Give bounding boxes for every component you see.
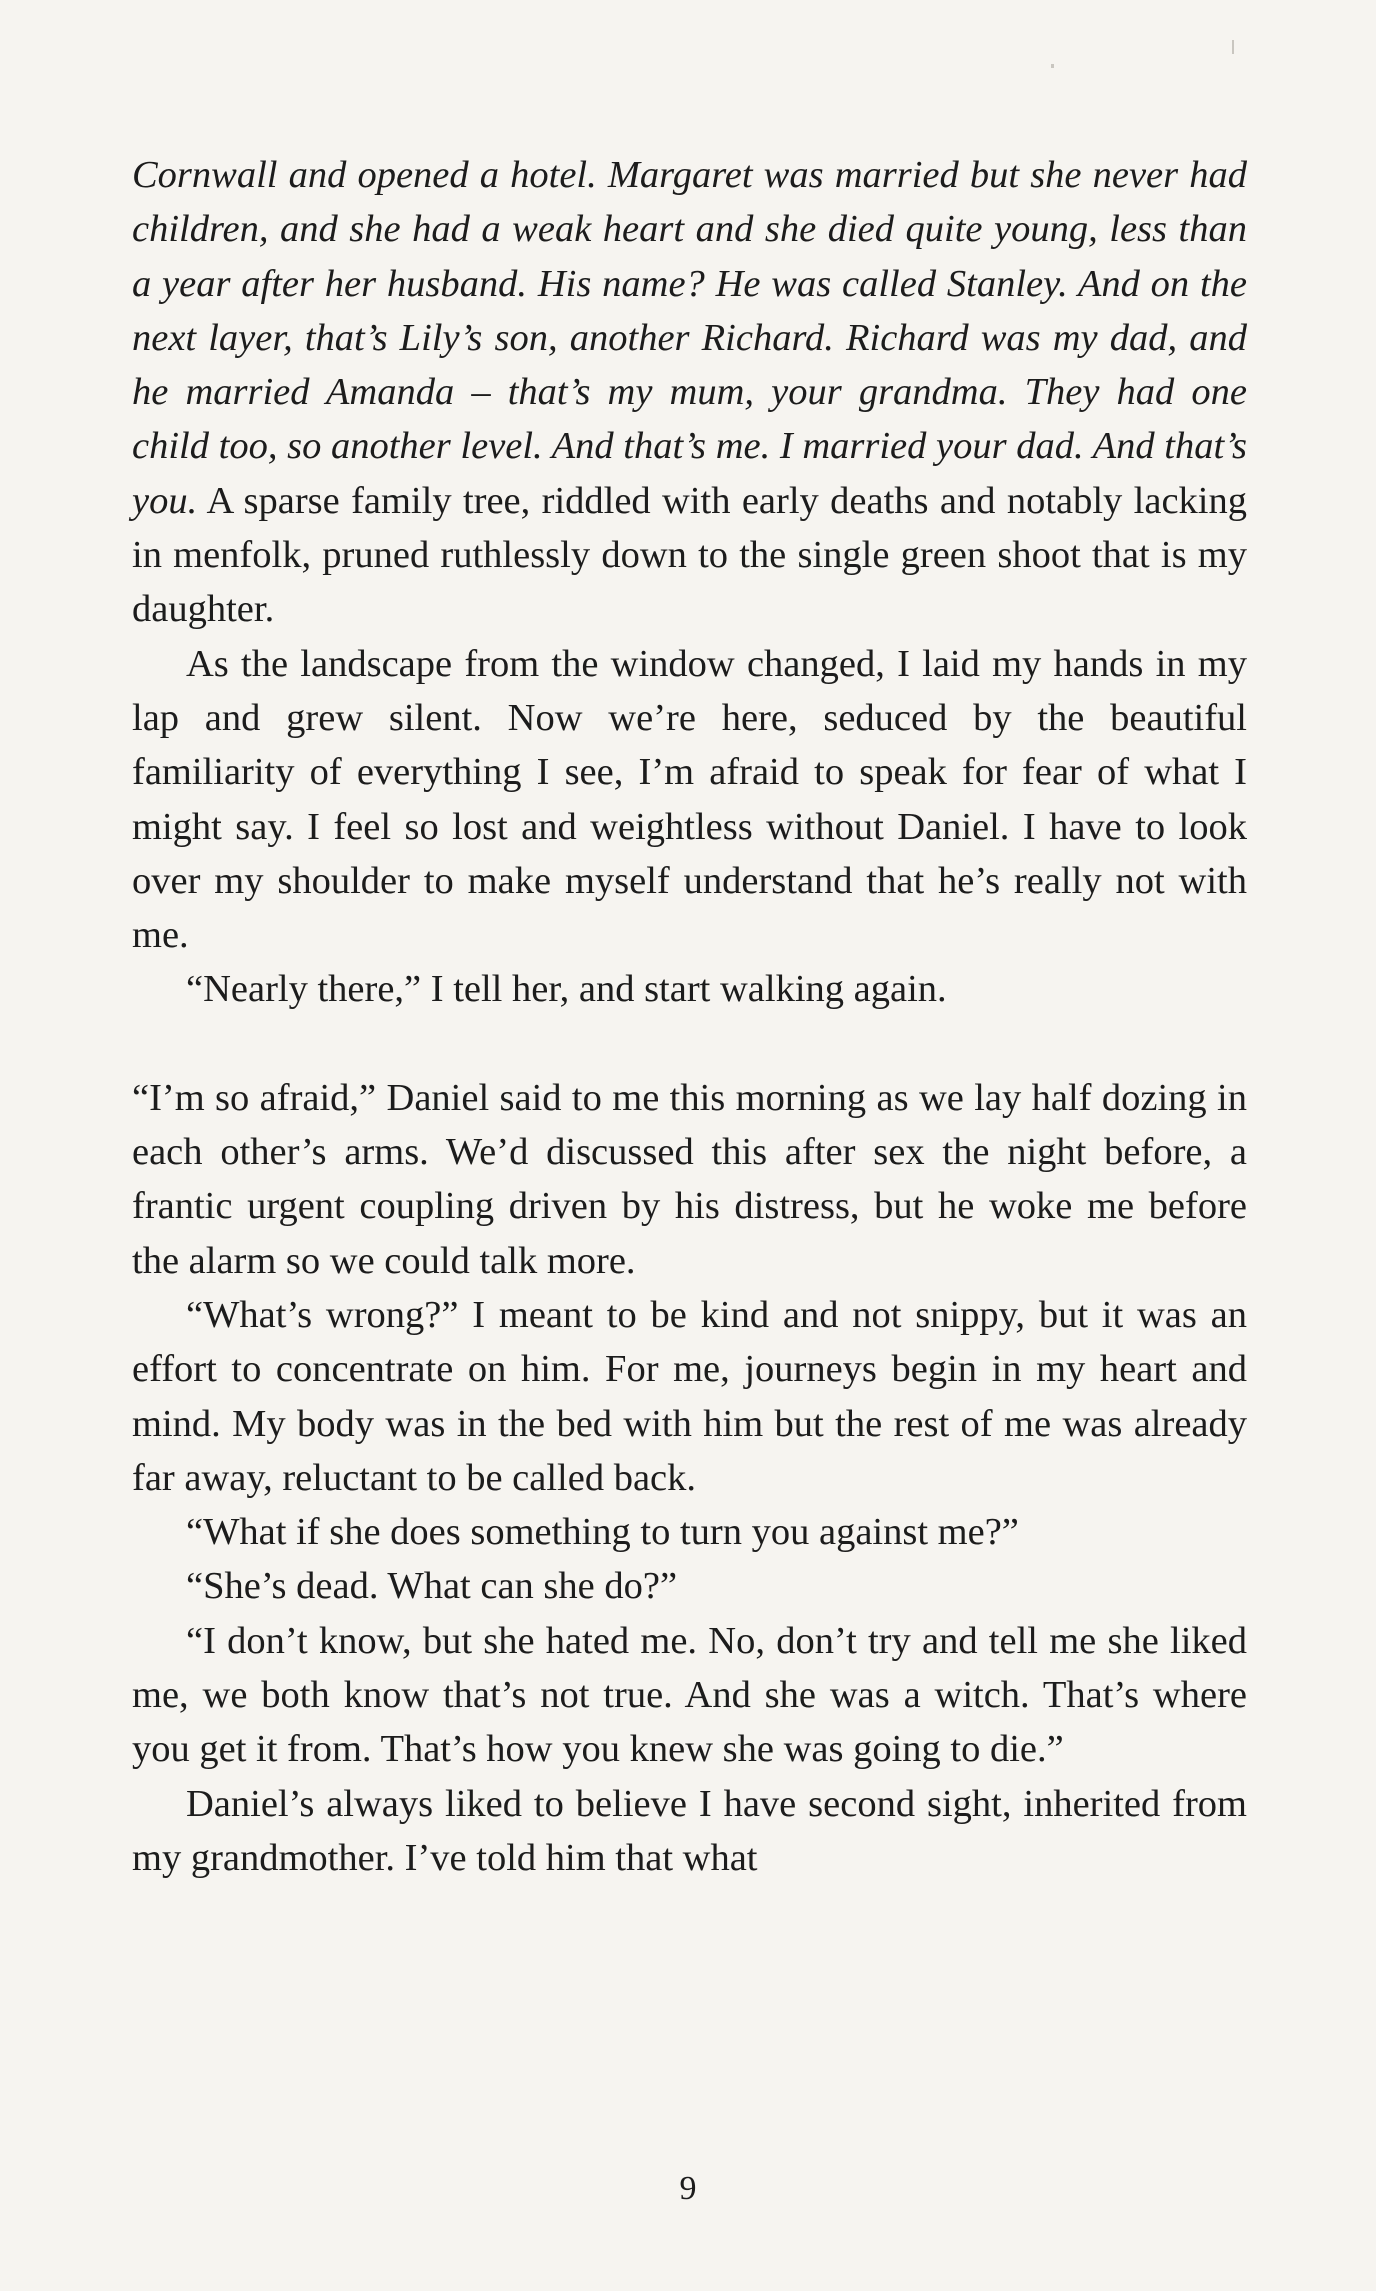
body-text (132, 148, 1247, 1885)
paragraph: “What’s wrong?” I meant to be kind and not snippy, but it was an effort to concentrate on him. For me, journeys begin in my heart and mind. My body was in the bed with him but the rest of me was already far away, reluctant to be called back. (132, 1293, 1247, 1499)
italic-dialogue-text: Cornwall and opened a hotel. Margaret was married but she never had children, and she had a weak heart and she died quite young, less than a year after her husband. His name? He was called Stanley. And on the next layer, that’s Lily’s son, another Richard. Richard was my dad, and he married Amanda – that’s my mum, your grandma. They had one child too, so another level. And that’s me. I married your dad. And that’s you. (132, 154, 1247, 522)
paragraph: As the landscape from the window changed, I laid my hands in my lap and grew silent. Now we’re here, seduced by the beautiful familiarity of everything I see, I’m afraid to speak for fear of what I might say. I feel so lost and weightless without Daniel. I have to look over my shoulder to make myself understand that he’s really not with me. (132, 642, 1247, 957)
paragraph: “What if she does something to turn you against me?” (186, 1511, 1019, 1554)
paragraph-family-tree (132, 148, 1247, 637)
paragraph: “Nearly there,” I tell her, and start walking again. (186, 968, 947, 1011)
paragraph-section-start: “I’m so afraid,” Daniel said to me this morning as we lay half dozing in each other’s arms. We’d discussed this after sex the night before, a frantic urgent coupling driven by his distress, but he woke me before the alarm so we could talk more. (132, 1076, 1247, 1282)
paper-speck (1232, 40, 1234, 54)
paper-speck (1051, 64, 1054, 68)
paragraph: “She’s dead. What can she do?” (186, 1565, 678, 1608)
narration-text: A sparse family tree, riddled with early deaths and notably lacking in menfolk, pruned ruthlessly down to the single green shoot that is my daughter. (132, 479, 1247, 631)
paragraph: “I don’t know, but she hated me. No, don’t try and tell me she liked me, we both know that’s not true. And she was a witch. That’s where you get it from. That’s how you knew she was going to die.” (132, 1619, 1247, 1771)
page-number: 9 (679, 2170, 697, 2207)
paragraph: Daniel’s always liked to believe I have second sight, inherited from my grandmother. I’ve told him that what (132, 1782, 1247, 1879)
